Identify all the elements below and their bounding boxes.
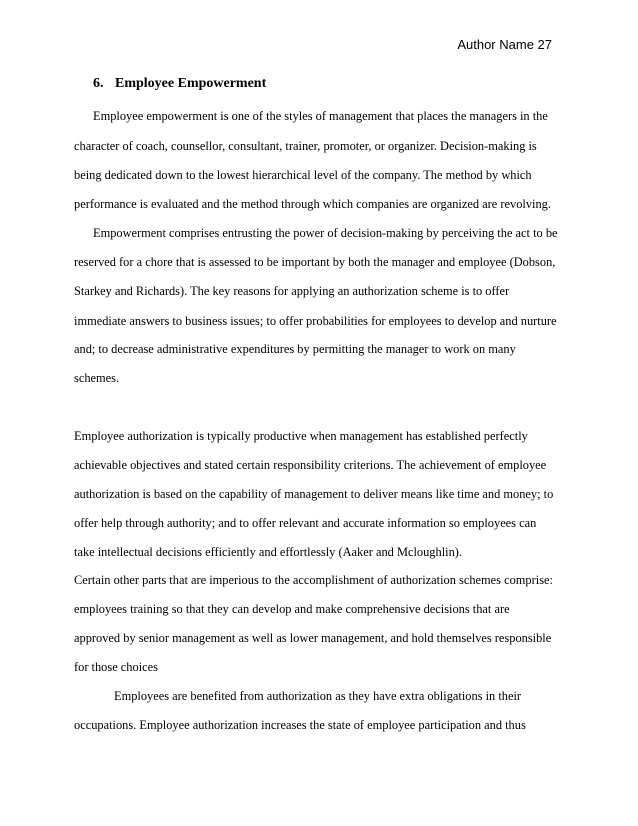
text-line: immediate answers to business issues; to offer probabilities for employees to develop and nurture [74,314,557,328]
text-line: Starkey and Richards). The key reasons for applying an authorization scheme is to offer [74,284,510,298]
text-line: character of coach, counsellor, consultant, trainer, promoter, or organizer. Decision-making is [74,139,537,153]
text-line: approved by senior management as well as lower management, and hold themselves responsible [74,631,552,645]
section-heading [93,75,266,93]
text-line: being dedicated down to the lowest hierarchical level of the company. The method by which [74,168,532,182]
text-line: and; to decrease administrative expenditures by permitting the manager to work on many [74,342,516,356]
section-title: Employee Empowerment [115,76,267,91]
text-line: Certain other parts that are imperious to the accomplishment of authorization schemes comprise: [74,573,553,587]
text-line: reserved for a chore that is assessed to be important by both the manager and employee (Dobson, [74,255,556,269]
section-number: 6. [93,76,104,91]
text-line: authorization is based on the capability of management to deliver means like time and money; to [74,487,554,501]
text-line: Employees are benefited from authorization as they have extra obligations in their [114,689,522,703]
text-line: occupations. Employee authorization increases the state of employee participation and thus [74,718,526,732]
text-line: offer help through authority; and to offer relevant and accurate information so employees can [74,516,537,530]
text-line: Employee authorization is typically productive when management has established perfectly [74,429,528,443]
text-line: achievable objectives and stated certain responsibility criterions. The achievement of employee [74,458,547,472]
text-line: for those choices [74,660,158,674]
text-line: take intellectual decisions efficiently and effortlessly (Aaker and Mcloughlin). [74,545,462,559]
text-line: Empowerment comprises entrusting the power of decision-making by perceiving the act to be [93,226,558,240]
text-line: performance is evaluated and the method through which companies are organized are revolving. [74,197,551,211]
text-line: employees training so that they can develop and make comprehensive decisions that are [74,602,510,616]
text-line: Employee empowerment is one of the styles of management that places the managers in the [93,109,548,123]
text-line: schemes. [74,371,120,385]
running-header: Author Name 27 [457,37,552,52]
